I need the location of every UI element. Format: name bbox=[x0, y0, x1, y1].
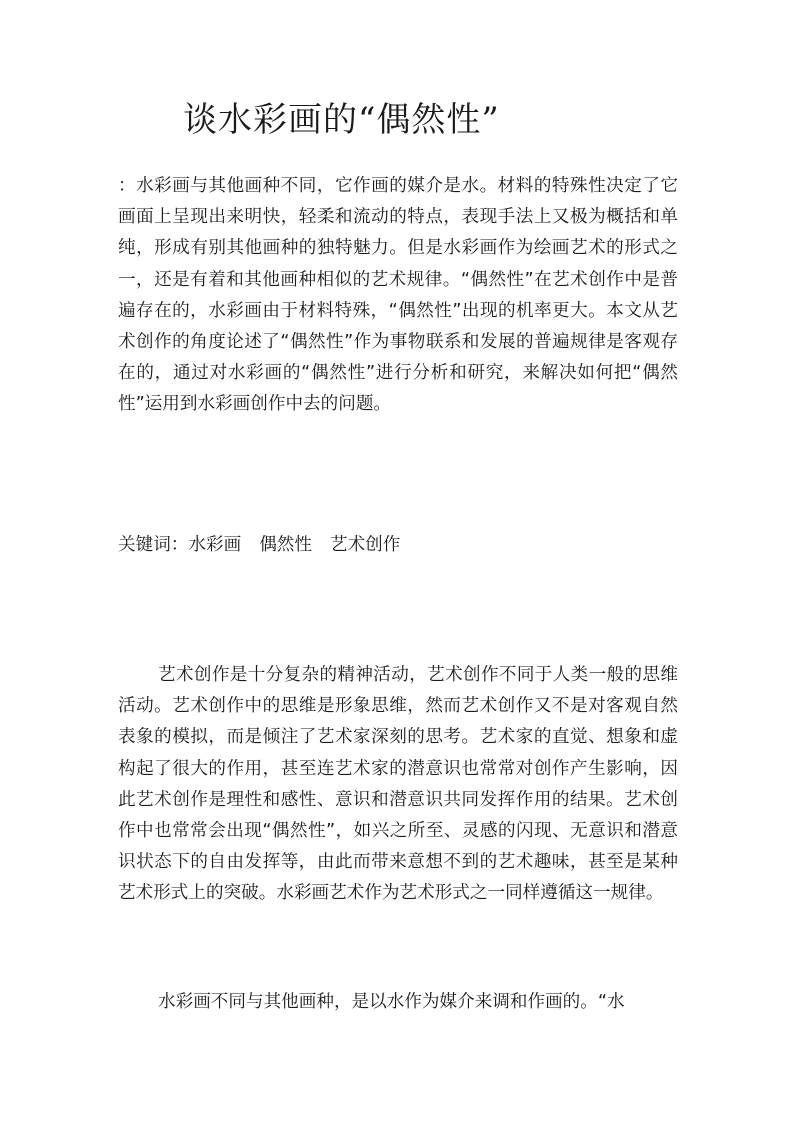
body-paragraph: 艺术创作是十分复杂的精神活动，艺术创作不同于人类一般的思维活动。艺术创作中的思维是形象思维，然而艺术创作又不是对客观自然表象的模拟，而是倾注了艺术家深刻的思考。艺术家的直觉、想象和虚构起了很大的作用，甚至连艺术家的潜意识也常常对创作产生影响，因此艺术创作是理性和感性、意识和潜意识共同发挥作用的结果。艺术创作中也常常会出现“偶然性”，如兴之所至、灵感的闪现、无意识和潜意识状态下的自由发挥等，由此而带来意想不到的艺术趣味，甚至是某种艺术形式上的突破。水彩画艺术作为艺术形式之一同样遵循这一规律。 bbox=[118, 665, 678, 904]
keyword-item: 水彩画 bbox=[188, 535, 242, 555]
document-title: 谈水彩画的“偶然性” bbox=[183, 100, 500, 140]
keywords-line bbox=[118, 530, 400, 561]
abstract-paragraph: ：水彩画与其他画种不同，它作画的媒介是水。材料的特殊性决定了它画面上呈现出来明快，轻柔和流动的特点，表现手法上又极为概括和单纯，形成有别其他画种的独特魅力。但是水彩画作为绘画艺术的形式之一，还是有着和其他画种相似的艺术规律。“偶然性”在艺术创作中是普遍存在的，水彩画由于材料特殊，“偶然性”出现的机率更大。本文从艺术创作的角度论述了“偶然性”作为事物联系和发展的普遍规律是客观存在的，通过对水彩画的“偶然性”进行分析和研究，来解决如何把“偶然性”运用到水彩画创作中去的问题。 bbox=[118, 176, 678, 415]
keyword-item: 艺术创作 bbox=[329, 535, 401, 555]
keyword-item: 偶然性 bbox=[259, 535, 312, 555]
keywords-label: 关键词： bbox=[118, 535, 189, 555]
body-paragraph: 水彩画不同与其他画种，是以水作为媒介来调和作画的。“水 bbox=[158, 992, 625, 1012]
